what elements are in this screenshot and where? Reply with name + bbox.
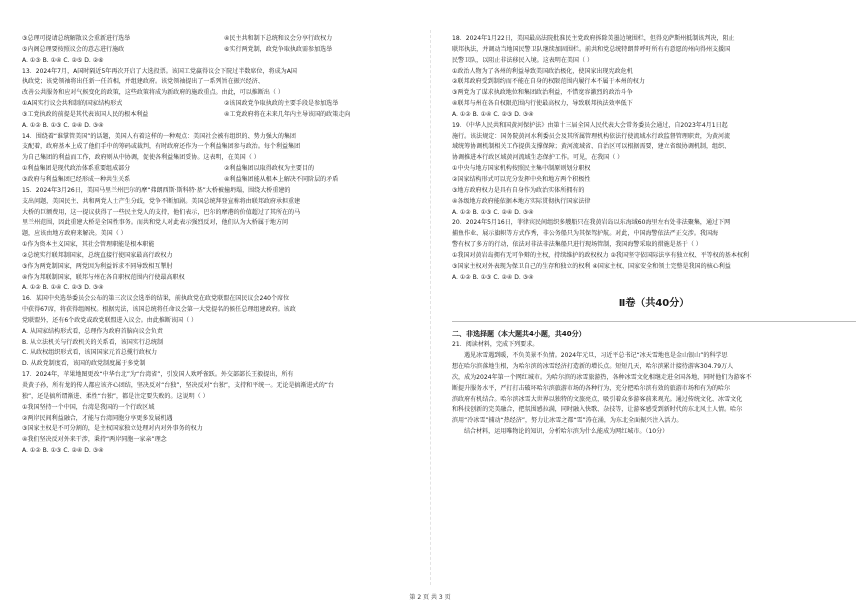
part-title: 二、非选择题（本大题共4小题，共40分） — [452, 321, 856, 340]
option-text: ④民主共和制下总统和议会分享行政权力 — [224, 35, 333, 42]
text-line: 题，应该由地方政府来解决。美国（ ） — [22, 230, 127, 238]
text-line: ②国家结构形式可以充分发挥中央和地方两个积极性 — [452, 175, 591, 183]
text-line: 17．2024年，苹果地图更改“中华台北”为“台湾省”，引发国人欢呼雀跃。外交部部长王毅提出，所有 — [22, 371, 294, 379]
right-questions — [452, 34, 856, 283]
text-line: ①我国对黄岩岛拥有无可争辩的主权，持续维护的政权权力 ②我国坚守依国际法享有独立权、平等权的基本权利 — [452, 251, 749, 259]
text-line: ③地方政府权力是具有自身作为政治实体所拥有的 — [452, 186, 585, 194]
option-text: ②该国政党争取执政的主要手段是参加选举 — [224, 100, 339, 108]
text-line: ④我们坚决反对外来干涉，秉持“两岸同胞一家亲”理念 — [22, 436, 167, 444]
text-line: A. ①② B. ①③ C. ②④ D. ③④ — [22, 447, 104, 455]
text-line: A. ①② B. ①③ C. ②④ D. ③④ — [452, 208, 534, 216]
text-line: 捕鱼作业、展示旗帜等方式作秀，非公务船只为其保驾护航。对此，中国海警依法严正交涉。我国海 — [452, 230, 719, 238]
text-line: ③国家主权对外表现为保卫自己的生存和独立的权利 ④国家主权、国家安全和领土完整是我国的核心利益 — [452, 262, 731, 270]
text-line: 为自己集团的利益而工作，政府则从中协调，促使各利益集团妥协。这表明，在美国（ ） — [22, 154, 260, 162]
text-line: A. ①③ B. ①④ C. ②⑤ D. ②⑥ — [22, 56, 104, 64]
text-line: ③作为两党制国家，两党因为利益诉求不同导致相互掣肘 — [22, 262, 173, 270]
text-line: 遇见冰雪遇到暖，不负美景不负情。2024年元旦，习近平总书记“冰天雪地也是金山银山”的科学思 — [464, 352, 728, 360]
option-row — [22, 45, 426, 56]
text-line: ④联邦与州在各自权限范围内行使最高权力，导致联邦执法效率低下 — [452, 100, 633, 108]
text-line: 党联盟外，还有6个政党或政党联盟进入议会。由此推断该国（ ） — [22, 316, 198, 324]
option-text: ③总理可提请总统解散议会重新进行选举 — [22, 35, 131, 42]
option-text: ③工党执政的前提是其代表该国人民的根本利益 — [22, 110, 149, 118]
option-row — [22, 34, 426, 45]
option-text: ④利益集团能从根本上解决不同阶层的矛盾 — [224, 175, 339, 183]
text-line: 民警卫队，以阻止非法移民入境。这表明在美国（ ） — [452, 56, 593, 64]
option-row — [22, 164, 426, 175]
question-21 — [452, 340, 856, 438]
option-text: ①A国实行议会共和制的国家结构形式 — [22, 100, 123, 108]
text-line: ②联邦政府受到制约而不能在自身的权限范围内履行本不属于本州的权力 — [452, 78, 645, 86]
text-line: 警有权了多方的行动，依法对非法非法集船只进行现场管制，我国海警采取的措施是基于（ ） — [452, 241, 702, 249]
text-line: 和科技创新的完美融合，把氛围感拉满，同时融入快歌、杂技等，让游客感受到新时代的东北风土人情。哈尔 — [452, 406, 743, 414]
text-line: ①我国坚持一个中国，台湾是我国的一个行政区域 — [22, 403, 155, 411]
text-line: 断提升服务水平，严打打击破坏哈尔滨旅游市场的各种行为，充分把哈尔滨有效的旅游市场和有为的哈尔 — [452, 384, 731, 392]
text-line: 施行。该法规定：国务院黄河水利委员会及其所属管理机构依法行使流域水行政监督管理职责，为黄河流 — [452, 132, 731, 140]
text-line: A. ①② B. ①③ C. ②④ D. ③④ — [452, 273, 534, 281]
text-line: 15．2024年3月26日，美国马里兰州巴尔的摩“弗朗西斯·斯科特·基”大桥被撞坍塌，围绕大桥重建的 — [22, 186, 291, 194]
right-column — [452, 34, 856, 438]
option-text: ⑤内阁总理要按照议会的意志进行施政 — [22, 45, 125, 53]
text-line: 21．阅读材料，完成下列要求。 — [452, 341, 539, 349]
text-line: 中获得67席，将获得组阁权。根据宪法，该国总统将任命议会第一大党提名的候任总理组建政府。该政 — [22, 306, 296, 314]
text-line: A. ①② B. ①④ C. ②③ D. ③④ — [22, 284, 104, 292]
page-footer: 第 2 页 共 3 页 — [409, 594, 451, 601]
text-line: B. 从立法机关与行政机关的关系看，该国实行总统制 — [22, 338, 164, 346]
text-line: 13．2024年7月，A国时隔近5年再次开启了大选投票。该国工党赢得议会下院过半数席位，将成为A国 — [22, 67, 297, 75]
text-line: ①中央与地方国家机构按照民主集中制原则划分职权 — [452, 165, 591, 173]
option-text: ①利益集团是现代政治体系重要组成部分 — [22, 165, 131, 173]
text-line: 里兰州范围，因此重建大桥是全国性事务。而共和党人对此表示强烈反对，他们认为大桥属于地方问 — [22, 219, 289, 227]
text-line: A. ①② B. ①④ C. ②③ D. ③④ — [452, 110, 534, 118]
text-line: 20．2024年5月16日，菲律宾民间组织多艘船只在我黄岩岛以东海域60海里左右处非法聚集，通过下网 — [452, 219, 731, 227]
text-line: 联邦执法，并调动当地国民警卫队继续加固围栏。前共和党总统特朗普呼吁所有有意愿的州向得州支援国 — [452, 45, 731, 53]
text-line: ③两党为了谋求执政地位和集团政治利益，不惜宽容激烈的政治斗争 — [452, 89, 633, 97]
text-line: 14．围绕着“谁掌管美国”的话题，美国人有着这样的一种观点：美国社会被有组织的、势力强大的集团 — [22, 132, 296, 140]
option-row — [22, 110, 426, 121]
left-column — [22, 34, 426, 457]
text-line: 炎黄子孙，所有龙的传人都应该齐心团结，坚决反对“台独”，坚决反对“台独”，支持和平统一。无论是搞渐进式的“台 — [22, 382, 334, 389]
text-line: 协调推进本行政区域黄河流域生态保护工作。可见，在我国（ ） — [452, 154, 624, 162]
text-line: A. 从国家结构形式看，总理作为政府首脑向议会负责 — [22, 327, 163, 335]
text-line: C. 从政权组织形式看，该国国家元首总揽行政权力 — [22, 349, 158, 357]
text-line: D. 从政党制度看，该国的政党制度属于多党制 — [22, 360, 146, 368]
text-line: 支配着，政府基本上成了他们手中的筹码或裁判，有时政府还作为一个利益集团参与政治。每个利益集团 — [22, 143, 301, 151]
text-line: 19．《中华人民共和国黄河保护法》由第十三届全国人民代表大会常务委员会通过，自2023年4月1日起 — [452, 121, 728, 129]
text-line: 16．某国中央选举委员会公布的第三次议会选举的结果，前执政党在政党联盟在国民议会240个席位 — [22, 295, 290, 303]
option-row — [22, 99, 426, 110]
option-text: ⑥实行两党制，政党争取执政需参加选举 — [224, 45, 333, 53]
text-line: ②两岸民间利益融合，才能与台湾同胞分享更多发展机遇 — [22, 414, 173, 422]
text-line: ②总统实行联邦制国家，总统直接行使国家最高行政权力 — [22, 251, 173, 259]
section-title: Ⅱ卷（共40分） — [618, 298, 690, 310]
text-line: 独”，还是搞所谓渐进、柔性“台独”，都是注定要失败的。这说明（ ） — [22, 392, 209, 400]
option-row — [22, 175, 426, 186]
text-line: ①作为资本主义国家，其社会管理职能是根本职能 — [22, 241, 155, 249]
text-line: A. ①② B. ①③ C. ②④ D. ③④ — [22, 121, 104, 129]
text-line: 结合材料，运用唯物论的知识，分析哈尔滨为什么能成为网红城市。（10分） — [464, 428, 669, 436]
text-line: 滨用“冷冰雪”捕动“热经济”，努力让冰雪之都“雪”涛在涌，为东北全面振兴注入活力。 — [452, 417, 683, 425]
option-text: ④工党政府将在未来几年内主导该国的政策走向 — [224, 110, 351, 118]
text-line: ③国家主权是不可分割的，是主权国家独立处理对内对外事务的权力 — [22, 425, 203, 433]
option-text: ③政府与利益集团已经形成一种共生关系 — [22, 175, 131, 183]
text-line: 18．2024年1月22日，美国最高法院批准民主党政府拆除美墨边境围栏，但得克萨斯州抵制该判决，阻止 — [452, 35, 735, 42]
text-line: 想在哈尔滨落地生根，为哈尔滨的冰雪经济打造新的增长点。短短几天，哈尔滨累计接待游客304.79万人 — [452, 363, 734, 371]
column-divider — [430, 30, 431, 585]
text-line: ①政治人物为了各州的利益导致美国政治极化，使国家出现宪政危机 — [452, 67, 633, 75]
text-line: 滨政府有机结合。哈尔滨冰雪大世界以独特的文旅亮点，吸引着众多游客前来观光。通过传统文化、冰雪文化 — [452, 395, 743, 403]
option-text: ②利益集团以取得政权为主要目的 — [224, 165, 315, 173]
text-line: 大桥的巨额费用，这一提议获得了一些民主党人的支持，他们表示，巴尔的摩港的价值超过了其所在的马 — [22, 208, 301, 216]
text-line: ④各级地方政府能依据本地方实际贯彻执行国家法律 — [452, 197, 591, 205]
text-line: ④作为邦联制国家，联邦与州在各自职权范围内行使最高职权 — [22, 273, 185, 281]
text-line: 次，成为2024年第一个网红城市。为哈尔滨的冰雪旅游热，各种冰雪文化相继走进全国各地，同时他们为游客不 — [452, 373, 752, 381]
text-line: 执政党；该党领袖将出任新一任首相，并组建政府。该党领袖提出了一系列旨在振兴经济、 — [22, 78, 264, 86]
text-line: 改善公共服务和应对气候变化的政策，这些政策将成为新政府的施政重点。由此，可以推断出（ ） — [22, 89, 284, 97]
text-line: 支出问题，美国民主、共和两党人士产生分歧，党争不断加剧。美国总统拜登宣称将由联邦政府承担重建 — [22, 197, 301, 205]
text-line: 域统筹协调机制相关工作提供支撑保障；黄河流域省、自治区可以根据需要，建立省级协调机制，组织、 — [452, 143, 731, 151]
